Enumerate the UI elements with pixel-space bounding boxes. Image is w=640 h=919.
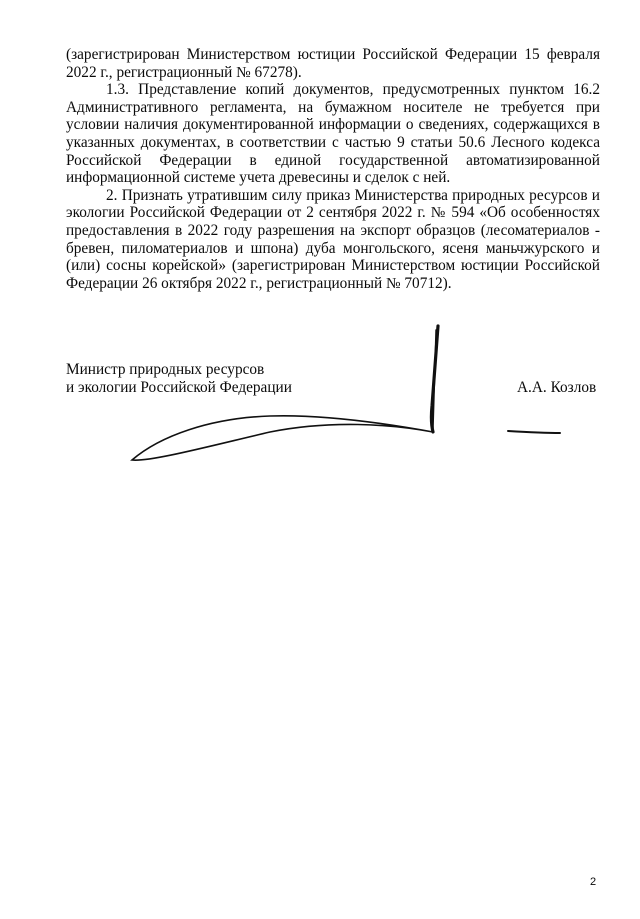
paragraph-1-3: 1.3. Представление копий документов, предусмотренных пунктом 16.2 Административного регламента, на бумажном носителе не требуется при условии наличия документированной информации о сведениях, содержащихся в указанных документах, в соответствии с частью 9 статьи 50.6 Лесного кодекса Российской Федерации в единой государственной автоматизированной информационной системе учета древесины и сделок с ней.	[66, 81, 600, 187]
paragraph-2: 2. Признать утратившим силу приказ Министерства природных ресурсов и экологии Российской Федерации от 2 сентября 2022 г. № 594 «Об особенностях предоставления в 2022 году разрешения на экспорт образцов (лесоматериалов - бревен, пиломатериалов и шпона) дуба монгольского, ясеня маньчжурского и (или) сосны корейской» (зарегистрирован Министерством юстиции Российской Федерации 26 октября 2022 г., регистрационный № 70712).	[66, 186, 600, 292]
signatory-title-line2: и экологии Российской Федерации	[66, 378, 292, 396]
paragraph-registration-note: (зарегистрирован Министерством юстиции Российской Федерации 15 февраля 2022 г., регистрационный № 67278).	[66, 46, 600, 81]
page-number: 2	[590, 876, 597, 888]
signatory-title-line1: Министр природных ресурсов	[66, 361, 265, 378]
signatory-name: А.А. Козлов	[517, 379, 597, 396]
